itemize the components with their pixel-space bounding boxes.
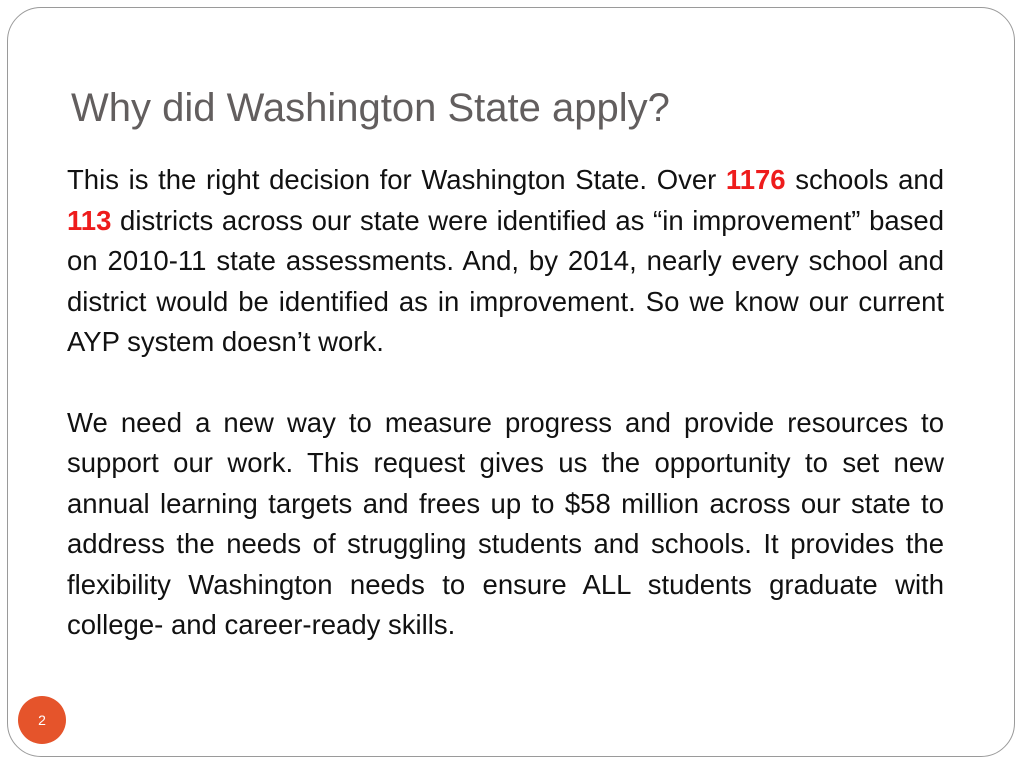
slide-body (67, 160, 944, 646)
paragraph-decision-text-3: districts across our state were identified as “in improvement” based on 2010-11 state assessments. And, by 2014, nearly every school and district would be identified as in improvement. So we know our current AYP system doesn’t work. (67, 204, 944, 357)
page-number-badge (18, 696, 66, 744)
schools-count: 1176 (725, 164, 786, 195)
paragraph-decision-text-2: schools and (785, 164, 944, 195)
paragraph-new-way: We need a new way to measure progress and provide resources to support our work. This request gives us the opportunity to set new annual learning targets and frees up to $58 million across our state to address the needs of struggling students and schools. It provides the flexibility Washington needs to ensure ALL students graduate with college- and career-ready skills. (67, 406, 944, 640)
paragraph-decision (67, 160, 944, 363)
paragraph-decision-text-1: This is the right decision for Washington State. Over (67, 164, 726, 195)
slide-title: Why did Washington State apply? (71, 86, 670, 130)
districts-count: 113 (67, 204, 112, 236)
page-number: 2 (38, 712, 46, 728)
